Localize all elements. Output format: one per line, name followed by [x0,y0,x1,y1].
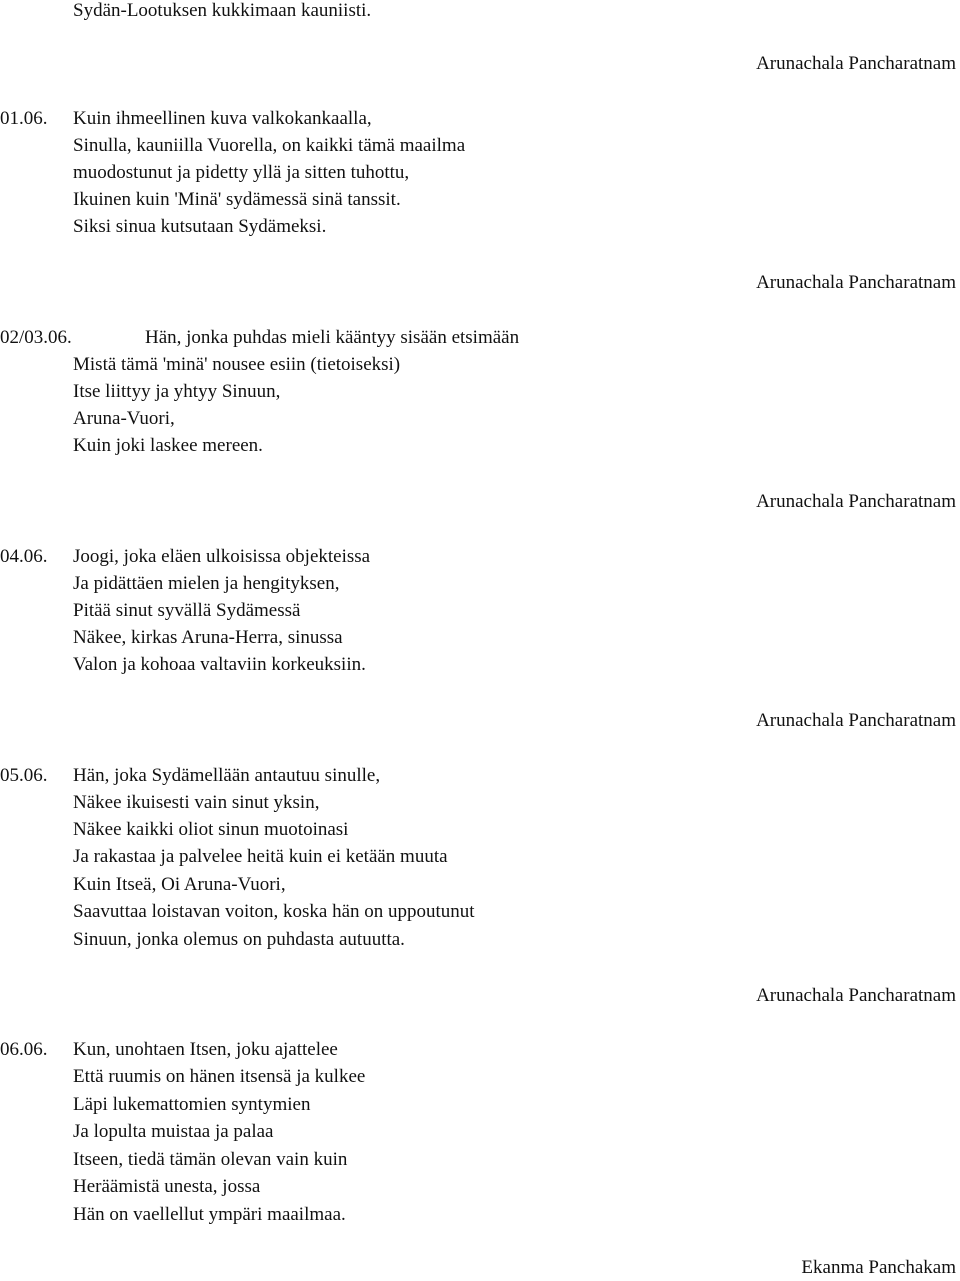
verse-date: 05.06. [0,765,48,786]
verse-line: Saavuttaa loistavan voiton, koska hän on uppoutunut [73,901,475,922]
verse-line: Kuin ihmeellinen kuva valkokankaalla, [73,108,372,129]
verse-date: 02/03.06. [0,327,72,348]
signature: Arunachala Pancharatnam [756,491,956,512]
verse-line: Mistä tämä 'minä' nousee esiin (tietoiseksi) [73,354,401,375]
verse-line: Hän, jonka puhdas mieli kääntyy sisään etsimään [145,327,520,348]
verse-line: Kuin Itseä, Oi Aruna-Vuori, [73,874,286,895]
verse-line: Ja pidättäen mielen ja hengityksen, [73,573,340,594]
verse-line: Sinuun, jonka olemus on puhdasta autuutta. [73,929,405,950]
signature: Arunachala Pancharatnam [756,53,956,74]
verse-line: Näkee ikuisesti vain sinut yksin, [73,792,320,813]
signature: Arunachala Pancharatnam [756,985,956,1006]
verse-date: 06.06. [0,1039,48,1060]
verse-line: Itseen, tiedä tämän olevan vain kuin [73,1149,348,1170]
verse-line: Että ruumis on hänen itsensä ja kulkee [73,1066,366,1087]
verse-line: Valon ja kohoaa valtaviin korkeuksiin. [73,654,366,675]
verse-line: Kun, unohtaen Itsen, joku ajattelee [73,1039,338,1060]
verse-line: Aruna-Vuori, [73,408,175,429]
verse-line: Kuin joki laskee mereen. [73,435,263,456]
signature: Arunachala Pancharatnam [756,710,956,731]
verse-date: 04.06. [0,546,48,567]
verse-line: Joogi, joka eläen ulkoisissa objekteissa [73,546,371,567]
verse-line: Hän, joka Sydämellään antautuu sinulle, [73,765,381,786]
signature: Arunachala Pancharatnam [756,272,956,293]
verse-line: Heräämistä unesta, jossa [73,1176,261,1197]
verse-line: Näkee, kirkas Aruna-Herra, sinussa [73,627,343,648]
verse-line: Pitää sinut syvällä Sydämessä [73,600,301,621]
verse-date: 01.06. [0,108,48,129]
intro-line: Sydän-Lootuksen kukkimaan kauniisti. [73,0,372,21]
verse-line: Näkee kaikki oliot sinun muotoinasi [73,819,349,840]
verse-line: Hän on vaellellut ympäri maailmaa. [73,1204,346,1225]
verse-line: Läpi lukemattomien syntymien [73,1094,311,1115]
verse-line: Ja lopulta muistaa ja palaa [73,1121,274,1142]
signature: Ekanma Panchakam [801,1257,956,1278]
verse-line: Siksi sinua kutsutaan Sydämeksi. [73,216,327,237]
verse-line: Itse liittyy ja yhtyy Sinuun, [73,381,281,402]
verse-line: Ja rakastaa ja palvelee heitä kuin ei ketään muuta [73,846,448,867]
verse-line: muodostunut ja pidetty yllä ja sitten tuhottu, [73,162,410,183]
verse-line: Ikuinen kuin 'Minä' sydämessä sinä tanssit. [73,189,401,210]
verse-line: Sinulla, kauniilla Vuorella, on kaikki tämä maailma [73,135,466,156]
